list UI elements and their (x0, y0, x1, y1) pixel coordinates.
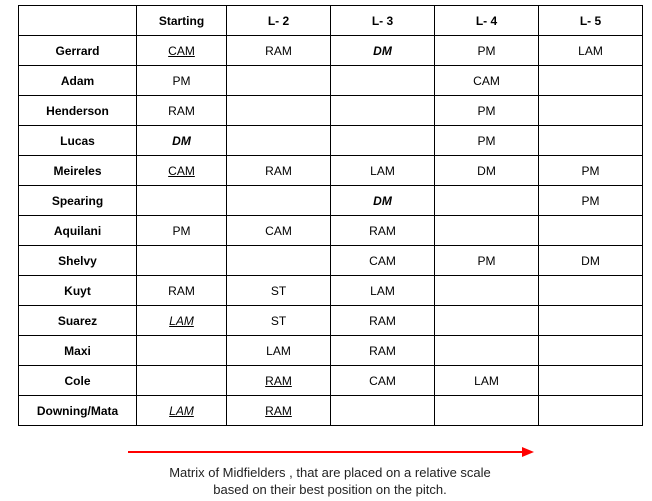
player-name: Lucas (19, 126, 137, 156)
position-cell-l2 (227, 156, 331, 186)
column-header-l2: L- 2 (227, 6, 331, 36)
position-cell-l3 (331, 156, 435, 186)
table-row (19, 366, 643, 396)
position-cell-l4 (435, 156, 539, 186)
player-name: Cole (19, 366, 137, 396)
position-cell-l2 (227, 366, 331, 396)
table-row (19, 96, 643, 126)
position-cell-starting (137, 276, 227, 306)
position-cell-l4 (435, 306, 539, 336)
table-row (19, 216, 643, 246)
position-cell-l5 (539, 246, 643, 276)
corner-cell (19, 6, 137, 36)
position-value: LAM (578, 43, 603, 58)
position-value: RAM (369, 343, 396, 358)
position-cell-l2 (227, 336, 331, 366)
position-cell-starting (137, 186, 227, 216)
position-cell-l2 (227, 96, 331, 126)
midfielder-matrix-table (18, 5, 643, 426)
position-value: LAM (370, 163, 395, 178)
position-cell-l2 (227, 66, 331, 96)
position-value: PM (477, 253, 496, 268)
position-value: RAM (265, 163, 292, 178)
position-cell-starting (137, 126, 227, 156)
position-cell-l5 (539, 66, 643, 96)
player-name: Henderson (19, 96, 137, 126)
table-row (19, 396, 643, 426)
position-cell-l4 (435, 186, 539, 216)
position-cell-l5 (539, 216, 643, 246)
caption-line-1: Matrix of Midfielders , that are placed on a relative scale (169, 465, 491, 480)
position-cell-l5 (539, 156, 643, 186)
position-value: CAM (369, 253, 396, 268)
position-value: ST (270, 283, 287, 298)
position-cell-l2 (227, 306, 331, 336)
position-value: DM (172, 133, 191, 148)
position-value: DM (581, 253, 600, 268)
position-value: PM (477, 103, 496, 118)
position-cell-l3 (331, 126, 435, 156)
position-cell-l4 (435, 96, 539, 126)
position-value: RAM (168, 103, 195, 118)
position-cell-l3 (331, 36, 435, 66)
position-cell-l5 (539, 36, 643, 66)
position-cell-l4 (435, 246, 539, 276)
position-value: CAM (473, 73, 500, 88)
position-cell-l3 (331, 186, 435, 216)
player-name: Gerrard (19, 36, 137, 66)
matrix-body (19, 36, 643, 426)
position-value: RAM (369, 223, 396, 238)
position-cell-l2 (227, 216, 331, 246)
player-name: Aquilani (19, 216, 137, 246)
position-cell-l4 (435, 276, 539, 306)
position-value: PM (477, 43, 496, 58)
position-cell-l3 (331, 366, 435, 396)
position-value: CAM (168, 163, 195, 178)
position-cell-l5 (539, 336, 643, 366)
position-value: PM (477, 133, 496, 148)
column-header-l4: L- 4 (435, 6, 539, 36)
position-value: CAM (265, 223, 292, 238)
position-cell-l3 (331, 276, 435, 306)
position-value: DM (373, 43, 392, 58)
position-cell-l3 (331, 216, 435, 246)
scale-arrow-head (522, 447, 534, 457)
position-cell-starting (137, 96, 227, 126)
position-value: PM (172, 73, 191, 88)
position-cell-l2 (227, 276, 331, 306)
position-cell-l4 (435, 216, 539, 246)
table-row (19, 276, 643, 306)
position-value: RAM (369, 313, 396, 328)
position-value: ST (270, 313, 287, 328)
position-cell-l4 (435, 396, 539, 426)
table-row (19, 306, 643, 336)
position-cell-l2 (227, 186, 331, 216)
table-row (19, 246, 643, 276)
position-cell-starting (137, 216, 227, 246)
player-name: Meireles (19, 156, 137, 186)
position-cell-l5 (539, 126, 643, 156)
column-header-l5: L- 5 (539, 6, 643, 36)
position-cell-starting (137, 306, 227, 336)
position-cell-l3 (331, 66, 435, 96)
table-row (19, 66, 643, 96)
position-cell-l5 (539, 366, 643, 396)
position-cell-starting (137, 36, 227, 66)
position-value: LAM (474, 373, 499, 388)
table-row (19, 186, 643, 216)
position-cell-l5 (539, 96, 643, 126)
position-cell-l3 (331, 96, 435, 126)
player-name: Suarez (19, 306, 137, 336)
position-cell-l3 (331, 246, 435, 276)
position-value: PM (581, 193, 600, 208)
position-value: LAM (169, 403, 194, 418)
position-cell-l2 (227, 36, 331, 66)
position-value: RAM (265, 373, 292, 388)
position-value: DM (477, 163, 496, 178)
position-cell-l2 (227, 396, 331, 426)
player-name: Shelvy (19, 246, 137, 276)
position-value: LAM (169, 313, 194, 328)
position-cell-l4 (435, 36, 539, 66)
position-cell-starting (137, 336, 227, 366)
column-header-starting: Starting (137, 6, 227, 36)
player-name: Downing/Mata (19, 396, 137, 426)
column-header-l3: L- 3 (331, 6, 435, 36)
position-cell-l5 (539, 276, 643, 306)
position-cell-l3 (331, 396, 435, 426)
position-cell-l4 (435, 126, 539, 156)
position-cell-l5 (539, 396, 643, 426)
figure-caption (100, 464, 560, 498)
player-name: Kuyt (19, 276, 137, 306)
position-cell-l2 (227, 126, 331, 156)
position-value: LAM (370, 283, 395, 298)
position-cell-starting (137, 66, 227, 96)
player-name: Maxi (19, 336, 137, 366)
table-row (19, 336, 643, 366)
position-cell-l5 (539, 306, 643, 336)
position-cell-starting (137, 246, 227, 276)
table-row (19, 156, 643, 186)
scale-arrow (128, 445, 534, 459)
position-cell-starting (137, 366, 227, 396)
position-value: DM (373, 193, 392, 208)
header-row (19, 6, 643, 36)
position-value: RAM (168, 283, 195, 298)
position-cell-starting (137, 156, 227, 186)
position-cell-l4 (435, 336, 539, 366)
position-cell-l4 (435, 366, 539, 396)
position-cell-starting (137, 396, 227, 426)
position-value: PM (581, 163, 600, 178)
position-value: RAM (265, 403, 292, 418)
position-cell-l3 (331, 306, 435, 336)
player-name: Spearing (19, 186, 137, 216)
caption-line-2: based on their best position on the pitch. (213, 482, 447, 497)
position-value: CAM (168, 43, 195, 58)
table-row (19, 126, 643, 156)
position-value: LAM (266, 343, 291, 358)
position-value: CAM (369, 373, 396, 388)
position-cell-l3 (331, 336, 435, 366)
position-value: RAM (265, 43, 292, 58)
position-cell-l4 (435, 66, 539, 96)
player-name: Adam (19, 66, 137, 96)
position-cell-l5 (539, 186, 643, 216)
position-cell-l2 (227, 246, 331, 276)
table-row (19, 36, 643, 66)
position-value: PM (172, 223, 191, 238)
